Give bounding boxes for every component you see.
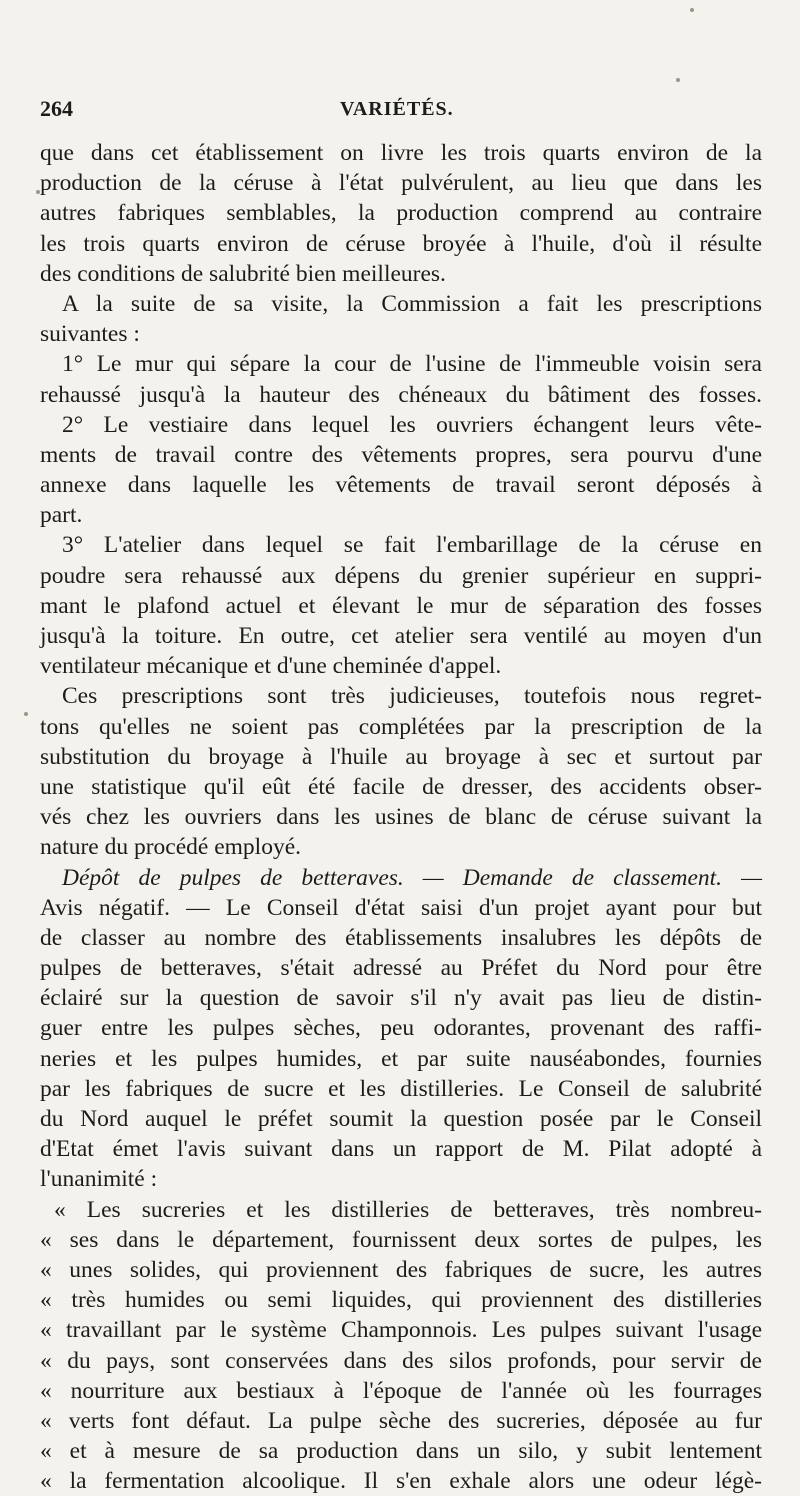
text-line: 2° Le vestiaire dans lequel les ouvriers échangent leurs vête- [62,411,762,438]
text-line: A la suite de sa visite, la Commission a fait les prescriptions [62,290,762,317]
text-line: des conditions de salubrité bien meilleures. [40,260,446,287]
text-line: production de la céruse à l'état pulvérulent, au lieu que dans les [40,170,762,197]
section-heading-line: Dépôt de pulpes de betteraves. — Demande de classement. — [62,864,762,891]
running-title: VARIÉTÉS. [340,98,454,120]
text-line: tons qu'elles ne soient pas complétées par la prescription de la [40,713,762,740]
body-text [40,138,762,1496]
text-line: ventilateur mécanique et d'une cheminée d'appel. [40,653,502,680]
text-line: mant le plafond actuel et élevant le mur de séparation des fosses [40,592,762,619]
quote-line: « très humides ou semi liquides, qui proviennent des distilleries [40,1287,762,1314]
text-line: de classer au nombre des établissements insalubres les dépôts de [40,924,762,951]
text-line: vés chez les ouvriers dans les usines de blanc de céruse suivant la [40,804,762,831]
text-line: éclairé sur la question de savoir s'il n'y avait pas lieu de distin- [40,985,762,1012]
speck-mark [690,8,694,12]
text-line: d'Etat émet l'avis suivant dans un rapport de M. Pilat adopté à [40,1136,762,1163]
text-line: guer entre les pulpes sèches, peu odorantes, provenant des raffi- [40,1015,762,1042]
page-header [40,92,760,132]
text-line: Ces prescriptions sont très judicieuses, toutefois nous regret- [62,683,762,710]
text-line: suivantes : [40,321,140,348]
text-line: les trois quarts environ de céruse broyée à l'huile, d'où il résulte [40,230,762,257]
quote-line: « la fermentation alcoolique. Il s'en exhale alors une odeur légè- [40,1468,762,1495]
quote-line: « unes solides, qui proviennent des fabriques de sucre, les autres [40,1256,762,1283]
speck-mark [36,190,40,194]
text-line: annexe dans laquelle les vêtements de travail seront déposés à [40,472,762,499]
text-line: du Nord auquel le préfet soumit la question posée par le Conseil [40,1106,762,1132]
text-line: rehaussé jusqu'à la hauteur des chéneaux du bâtiment des fosses. [40,381,762,408]
page-number: 264 [40,96,73,121]
quote-line: « ses dans le département, fournissent deux sortes de pulpes, les [40,1226,762,1253]
speck-mark [676,78,680,82]
text-line: par les fabriques de sucre et les distilleries. Le Conseil de salubrité [40,1075,762,1102]
text-line: substitution du broyage à l'huile au broyage à sec et surtout par [40,743,762,770]
text-line: 1° Le mur qui sépare la cour de l'usine de l'immeuble voisin sera [62,351,762,378]
quote-line: « et à mesure de sa production dans un silo, y subit lentement [40,1438,762,1465]
quote-line: « Les sucreries et les distilleries de betteraves, très nombreu- [54,1196,762,1223]
text-line: une statistique qu'il eût été facile de dresser, des accidents obser- [40,773,762,800]
quote-line: « nourriture aux bestiaux à l'époque de l'année où les fourrages [40,1377,762,1404]
text-line: neries et les pulpes humides, et par suite nauséabondes, fournies [40,1045,762,1072]
speck-mark [24,712,28,716]
quote-line: « travaillant par le système Champonnois. Les pulpes suivant l'usage [40,1317,762,1344]
text-line: autres fabriques semblables, la production comprend au contraire [40,200,762,227]
text-line: que dans cet établissement on livre les trois quarts environ de la [40,140,762,166]
quote-line: « du pays, sont conservées dans des silos profonds, pour servir de [40,1347,762,1374]
text-line: part. [40,502,83,529]
text-line: pulpes de betteraves, s'était adressé au Préfet du Nord pour être [40,955,762,982]
text-line: ments de travail contre des vêtements propres, sera pourvu d'une [40,441,762,468]
text-line: l'unanimité : [40,1166,158,1193]
text-line: Avis négatif. — Le Conseil d'état saisi d'un projet ayant pour but [40,894,762,921]
text-line: poudre sera rehaussé aux dépens du grenier supérieur en suppri- [40,562,762,589]
quote-line: « verts font défaut. La pulpe sèche des sucreries, déposée au fur [40,1407,762,1434]
text-line: jusqu'à la toiture. En outre, cet atelier sera ventilé au moyen d'un [40,623,762,649]
text-line: nature du procédé employé. [40,834,302,861]
text-line: 3° L'atelier dans lequel se fait l'embarillage de la céruse en [62,532,762,559]
